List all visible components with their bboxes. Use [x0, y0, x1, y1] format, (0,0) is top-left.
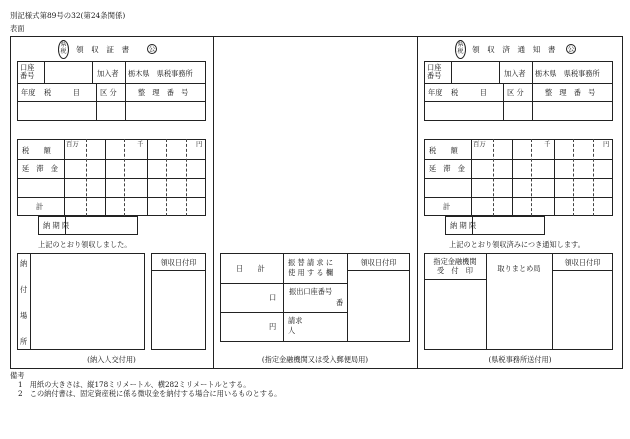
notes-item: 2 この納付書は、固定資産税に係る微収金を納付する場合に用いるものとする。 [18, 389, 282, 398]
left-tax-item-label: 税 目 [44, 88, 80, 97]
right-tax-amount-label: 税 額 [429, 146, 458, 155]
right-payer-value: 栃木県 県税事務所 [535, 69, 600, 78]
middle-date-label: 日 計 [236, 264, 265, 273]
right-deadline-label: 納 期 限 [450, 221, 477, 230]
right-payer-label: 加入者 [504, 69, 526, 78]
payment-place-box [17, 253, 145, 350]
middle-footer: (指定金融機関又は受入郵便局用) [261, 355, 369, 364]
left-total-label: 計 [36, 202, 44, 211]
left-deadline-label: 納 期 限 [43, 221, 70, 230]
left-account-no-label: 口座番号 [20, 63, 35, 80]
public-mark-icon: 公 [567, 45, 575, 53]
right-receipt-stamp-label: 領収日付印 [564, 258, 601, 267]
payment-place-char: 場 [20, 311, 28, 320]
right-account-no-label: 口座番号 [427, 63, 442, 80]
right-total-label: 計 [443, 202, 451, 211]
middle-receipt-stamp-label: 領収日付印 [360, 258, 397, 267]
payment-place-char: 納 [20, 259, 28, 268]
right-title: 領 収 済 通 知 書 [472, 45, 556, 54]
right-bank-stamp-label: 指定金融機関 受 付 印 [433, 257, 477, 275]
middle-kou-label: 口 [269, 293, 277, 302]
left-unit-yen: 円 [196, 140, 203, 148]
middle-ban-label: 番 [336, 298, 344, 307]
left-receipt-stamp-label: 領収日付印 [160, 258, 197, 267]
form-number: 別記様式第89号の32(第24条関係) [10, 11, 126, 20]
right-divider [417, 36, 418, 369]
left-payer-value: 栃木県 県税事務所 [128, 69, 193, 78]
left-payer-label: 加入者 [97, 69, 119, 78]
public-mark-icon: 公 [148, 45, 156, 53]
left-division-label: 区 分 [100, 88, 117, 97]
middle-nin-label: 人 [288, 326, 296, 335]
right-notice-text: 上記のとおり領収済みにつき通知します。 [449, 240, 585, 249]
left-receipt-stamp-box [151, 253, 206, 350]
right-unit-thousand: 千 [544, 140, 551, 148]
middle-withdraw-account-label: 振出口座番号 [289, 287, 333, 296]
left-divider [213, 36, 214, 369]
middle-request-label: 請求 [288, 316, 303, 325]
notes-item: 1 用紙の大きさは、縦178ミリメートル、横282ミリメートルとする。 [18, 380, 251, 389]
left-ref-no-label: 整 理 番 号 [138, 88, 189, 97]
tax-stamp-icon: 県税 [455, 40, 466, 59]
left-unit-million: 百万 [66, 140, 79, 148]
notes-heading: 備考 [10, 371, 25, 380]
right-late-fee-label: 延 滞 金 [429, 164, 465, 173]
middle-transfer-label: 振 替 請 求 に 使 用 す る 欄 [288, 258, 334, 277]
left-received-text: 上記のとおり領収しました。 [38, 240, 132, 249]
right-tax-item-label: 税 目 [451, 88, 487, 97]
left-footer: (納入人交付用) [87, 355, 136, 364]
right-unit-yen: 円 [603, 140, 610, 148]
left-unit-thousand: 千 [137, 140, 144, 148]
right-ref-no-label: 整 理 番 号 [545, 88, 596, 97]
right-unit-million: 百万 [473, 140, 486, 148]
left-title: 領 収 証 書 [76, 45, 130, 54]
right-year-label: 年度 [428, 88, 443, 97]
right-division-label: 区 分 [507, 88, 524, 97]
middle-yen-label: 円 [269, 322, 277, 331]
right-collection-office-label: 取りまとめ局 [497, 264, 541, 273]
left-late-fee-label: 延 滞 金 [22, 164, 58, 173]
payment-place-char: 所 [20, 337, 28, 346]
side-label: 表面 [10, 24, 25, 33]
tax-stamp-icon: 県税 [58, 40, 69, 59]
payment-place-char: 付 [20, 285, 28, 294]
left-tax-amount-label: 税 額 [22, 146, 51, 155]
right-footer: (県税事務所送付用) [488, 355, 552, 364]
left-year-label: 年度 [21, 88, 36, 97]
